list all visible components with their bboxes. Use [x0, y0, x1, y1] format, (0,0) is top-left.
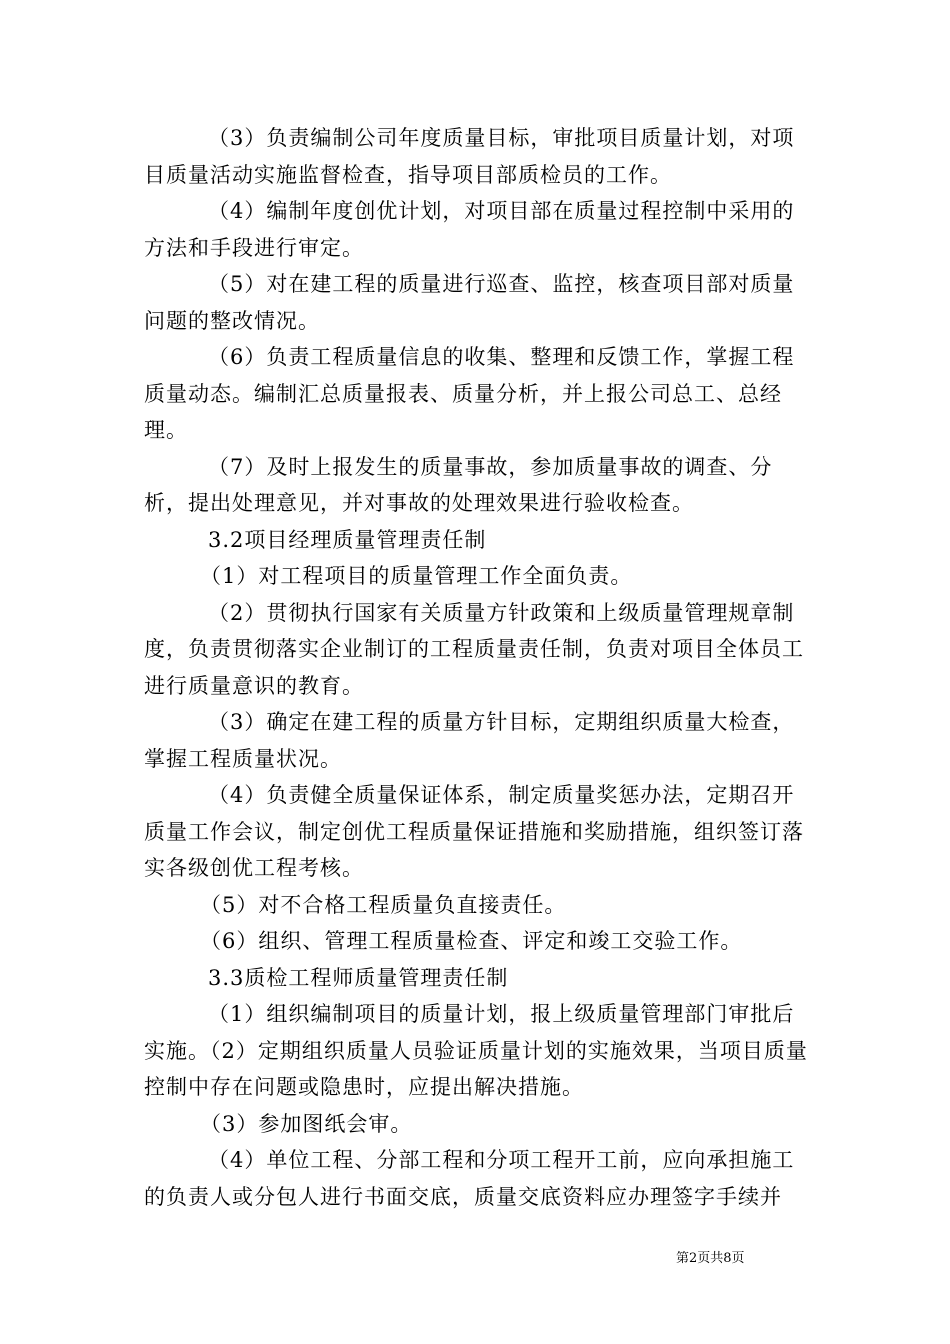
section-heading: 3.3质检工程师质量管理责任制: [208, 965, 509, 990]
page-number-footer: 第2页共8页: [676, 1251, 745, 1266]
paragraph: （6）组织、管理工程质量检查、评定和竣工交验工作。: [200, 929, 743, 953]
paragraph: （4）编制年度创优计划，对项目部在质量过程控制中采用的方法和手段进行审定。: [144, 199, 795, 260]
paragraph: （1）对工程项目的质量管理工作全面负责。: [200, 564, 633, 588]
paragraph: （7）及时上报发生的质量事故，参加质量事故的调查、分析，提出处理意见，并对事故的处理效果进行验收检查。: [144, 454, 773, 515]
paragraph: （5）对在建工程的质量进行巡查、监控，核查项目部对质量问题的整改情况。: [144, 272, 795, 333]
paragraph: （1）组织编制项目的质量计划，报上级质量管理部门审批后实施。（2）定期组织质量人员验证质量计划的实施效果，当项目质量控制中存在问题或隐患时，应提出解决措施。: [144, 1002, 808, 1099]
paragraph: （4）负责健全质量保证体系，制定质量奖惩办法，定期召开质量工作会议，制定创优工程质量保证措施和奖励措施，组织签订落实各级创优工程考核。: [144, 783, 804, 880]
paragraph: （4）单位工程、分部工程和分项工程开工前，应向承担施工的负责人或分包人进行书面交底，质量交底资料应办理签字手续并: [144, 1148, 795, 1209]
document-body: [144, 120, 814, 1215]
paragraph: （2）贯彻执行国家有关质量方针政策和上级质量管理规章制度，负责贯彻落实企业制订的工程质量责任制，负责对项目全体员工进行质量意识的教育。: [144, 600, 804, 698]
paragraph: （3）负责编制公司年度质量目标，审批项目质量计划，对项目质量活动实施监督检查，指导项目部质检员的工作。: [144, 126, 795, 187]
paragraph: （3）确定在建工程的质量方针目标，定期组织质量大检查，掌握工程质量状况。: [144, 710, 795, 771]
paragraph: （6）负责工程质量信息的收集、整理和反馈工作，掌握工程质量动态。编制汇总质量报表、质量分析，并上报公司总工、总经理。: [144, 345, 795, 442]
paragraph: （5）对不合格工程质量负直接责任。: [200, 892, 567, 917]
section-heading: 3.2项目经理质量管理责任制: [208, 527, 487, 552]
paragraph: （3）参加图纸会审。: [200, 1111, 413, 1136]
